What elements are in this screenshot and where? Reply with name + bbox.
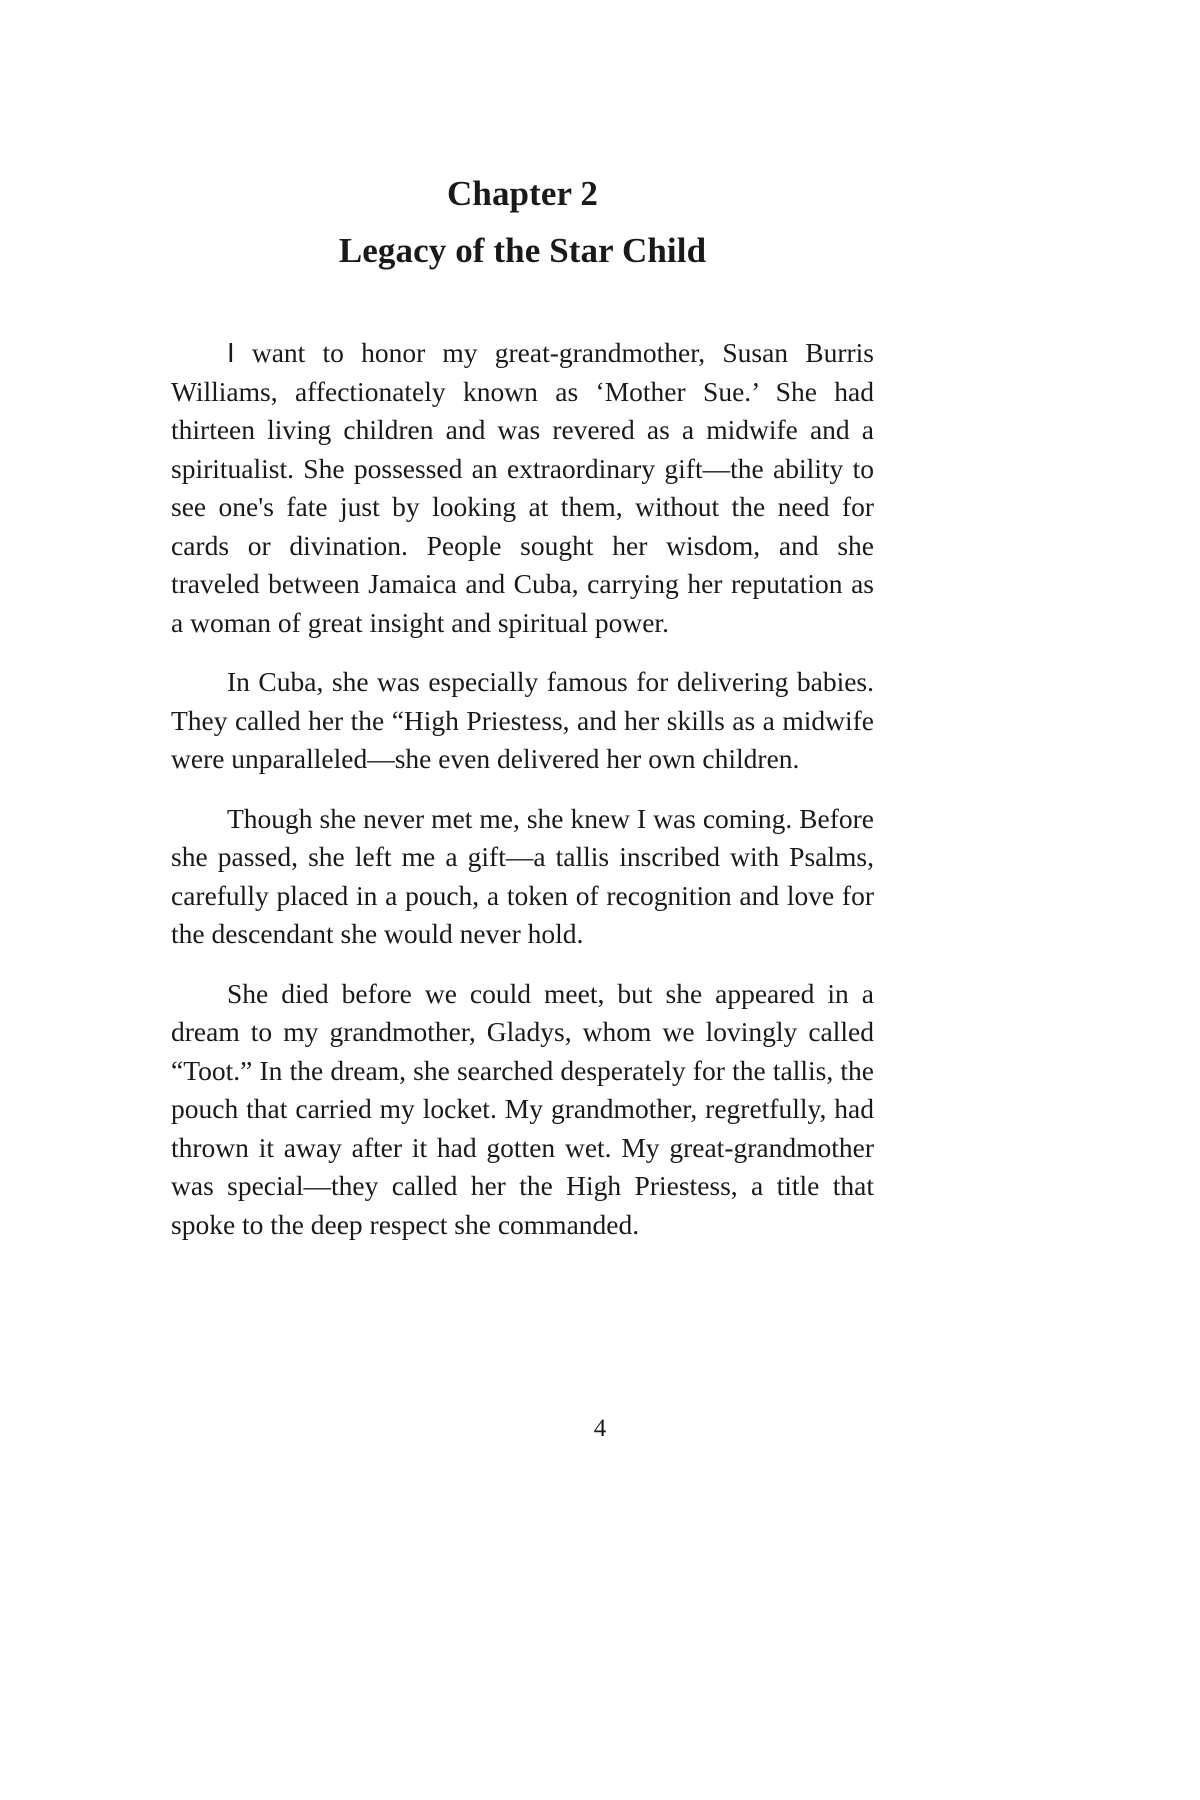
paragraph-1: [171, 334, 874, 642]
paragraph-4: [171, 975, 874, 1245]
paragraph-1-text: want to honor my great-grandmother, Susan Burris Williams, affectionately known as ‘Mother Sue.’ She had thirteen living children and was revered as a midwife and a spiritualist. She possessed an extraordinary gift—the ability to see one's fate just by looking at them, without the need for cards or divination. People sought her wisdom, and she traveled between Jamaica and Cuba, carrying her reputation as a woman of great insight and spiritual power.: [171, 337, 874, 638]
body-text: [171, 334, 874, 1244]
page-number: 4: [593, 1415, 607, 1442]
chapter-label: Chapter 2: [447, 174, 598, 213]
paragraph-2: [171, 663, 874, 779]
paragraph-3: [171, 800, 874, 954]
chapter-heading: [171, 176, 874, 268]
paragraph-4-text: She died before we could meet, but she appeared in a dream to my grandmother, Gladys, whom we lovingly called “Toot.” In the dream, she searched desperately for the tallis, the pouch that carried my locket. My grandmother, regretfully, had thrown it away after it had gotten wet. My great-grandmother was special—they called her the High Priestess, a title that spoke to the deep respect she commanded.: [171, 977, 874, 1240]
paragraph-3-text: Though she never met me, she knew I was coming. Before she passed, she left me a gift—a tallis inscribed with Psalms, carefully placed in a pouch, a token of recognition and love for the descendant she would never hold.: [171, 802, 874, 949]
opening-capital: I: [227, 337, 235, 368]
chapter-title: Legacy of the Star Child: [338, 231, 707, 270]
paragraph-2-text: In Cuba, she was especially famous for delivering babies. They called her the “High Priestess, and her skills as a midwife were unparalleled—she even delivered her own children.: [171, 666, 874, 774]
page-content: [171, 0, 874, 1244]
